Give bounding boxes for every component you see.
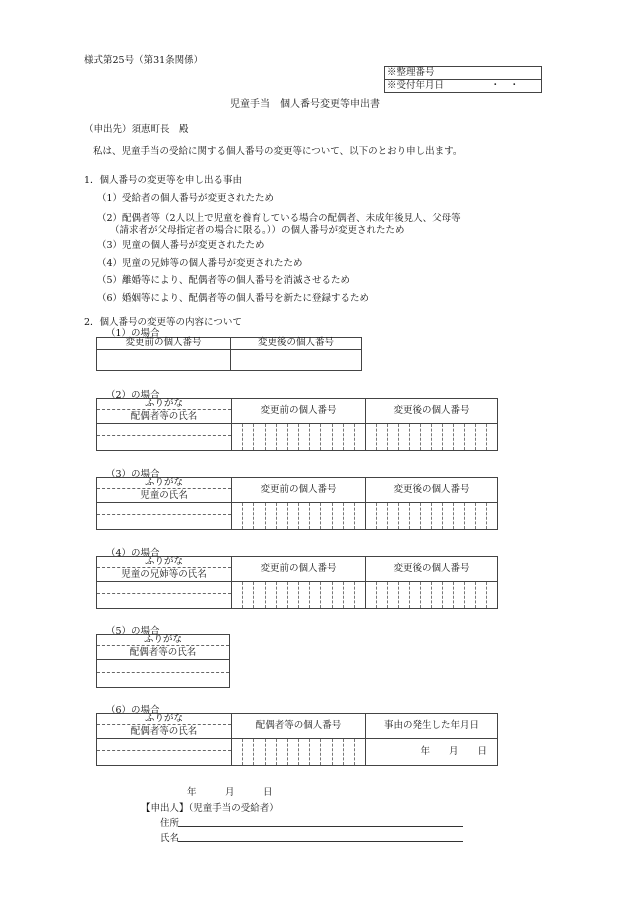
case1-before-header: 変更前の個人番号 [97,338,231,350]
case6-table [96,713,498,766]
case3-before-field[interactable] [232,503,366,530]
office-date-dots: ・ ・ [490,79,519,91]
case3-label: （3）の場合 [106,469,160,480]
case1-after-field[interactable] [231,350,362,371]
address-label: 住所 [160,818,180,829]
case2-label: （2）の場合 [106,390,160,401]
addressee: （申出先）須恵町長 殿 [84,124,189,135]
case3-after-header: 変更後の個人番号 [366,478,498,503]
reason-3: （3）児童の個人番号が変更されたため [97,240,265,251]
case2-table [96,398,498,451]
case2-name-header: 配偶者等の氏名 [97,410,232,424]
case6-furigana-field[interactable] [97,739,232,750]
office-use-box [384,66,542,93]
case1-label: （1）の場合 [106,328,160,339]
name-field[interactable] [178,841,463,842]
case2-furigana-field[interactable] [97,424,232,435]
case3-after-field[interactable] [366,503,498,530]
case6-date-header: 事由の発生した年月日 [366,714,498,739]
case4-before-field[interactable] [232,582,366,609]
case6-date-field[interactable]: 年 月 日 [366,739,498,766]
form-number: 様式第25号（第31条関係） [84,55,204,66]
case3-name-header: 児童の氏名 [97,489,232,503]
case2-name-field[interactable] [97,435,232,451]
reason-4: （4）児童の兄姉等の個人番号が変更されたため [97,258,303,269]
case2-after-header: 変更後の個人番号 [366,399,498,424]
case5-table [96,634,230,688]
reason-5: （5）離婚等により、配偶者等の個人番号を消滅させるため [97,275,351,286]
case2-before-header: 変更前の個人番号 [232,399,366,424]
case4-after-header: 変更後の個人番号 [366,557,498,582]
name-label: 氏名 [160,833,180,844]
case4-label: （4）の場合 [106,548,160,559]
reason-2-cont: （請求者が父母指定者の場合に限る。））の個人番号が変更されたため [110,225,405,236]
case6-label: （6）の場合 [106,705,160,716]
intro-text: 私は、児童手当の受給に関する個人番号の変更等について、以下のとおり申し出ます。 [93,146,463,157]
reason-2: （2）配偶者等（2人以上で児童を養育している場合の配偶者、未成年後見人、父母等 [97,213,461,224]
case6-number-field[interactable] [232,739,366,766]
case2-furigana-header: ふりがな [97,399,232,410]
footer-date: 年 月 日 [187,787,273,798]
case4-furigana-field[interactable] [97,582,232,593]
office-row-serial: ※整理番号 [385,67,542,80]
case3-before-header: 変更前の個人番号 [232,478,366,503]
case6-name-header: 配偶者等の氏名 [97,725,232,739]
address-field[interactable] [178,826,463,827]
case6-name-field[interactable] [97,750,232,766]
case3-name-field[interactable] [97,514,232,530]
case5-furigana-field[interactable] [97,660,230,673]
case4-name-field[interactable] [97,593,232,609]
case5-label: （5）の場合 [106,626,160,637]
case3-table [96,477,498,530]
case6-number-header: 配偶者等の個人番号 [232,714,366,739]
case3-furigana-header: ふりがな [97,478,232,489]
case4-before-header: 変更前の個人番号 [232,557,366,582]
case5-name-header: 配偶者等の氏名 [97,646,230,660]
case4-after-field[interactable] [366,582,498,609]
case1-before-field[interactable] [97,350,231,371]
reason-6: （6）婚姻等により、配偶者等の個人番号を新たに登録するため [97,293,370,304]
case1-after-header: 変更後の個人番号 [231,338,362,350]
case4-furigana-header: ふりがな [97,557,232,568]
office-row-date [385,80,542,93]
case5-name-field[interactable] [97,673,230,688]
case1-table [96,337,362,371]
case5-furigana-header: ふりがな [97,635,230,646]
case2-after-field[interactable] [366,424,498,451]
section1-heading: 1．個人番号の変更等を申し出る事由 [84,175,243,186]
reason-1: （1）受給者の個人番号が変更されたため [97,193,275,204]
case4-name-header: 児童の兄姉等の氏名 [97,568,232,582]
section2-heading: 2．個人番号の変更等の内容について [84,317,242,328]
case6-furigana-header: ふりがな [97,714,232,725]
page-title: 児童手当 個人番号変更等申出書 [230,99,380,110]
case4-table [96,556,498,609]
applicant-label: 【申出人】（児童手当の受給者） [141,803,279,814]
case3-furigana-field[interactable] [97,503,232,514]
office-date-label: ※受付年月日 [387,79,445,91]
case2-before-field[interactable] [232,424,366,451]
